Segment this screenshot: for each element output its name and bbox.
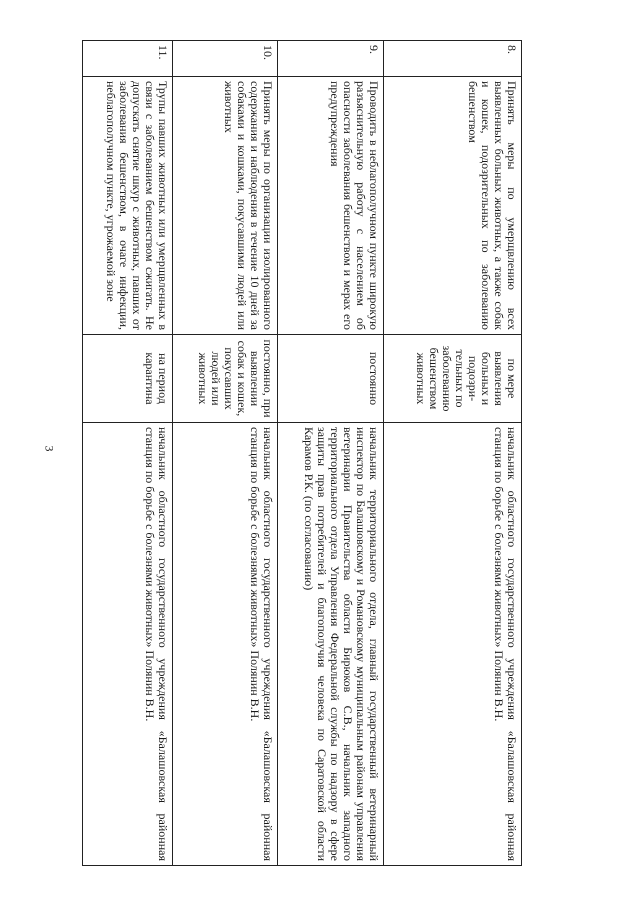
- table-row: [278, 41, 384, 866]
- rotated-page-content: [82, 40, 522, 865]
- row-number: 9.: [278, 41, 384, 77]
- row-number: 11.: [83, 41, 173, 77]
- table-row: [83, 41, 173, 866]
- measures-table: [82, 40, 522, 866]
- page-number: 3: [42, 445, 57, 452]
- row-action: Трупы павших животных или умерщвленных в связи с заболеванием бешенством сжигать. Не допускать снятие шкур с животных, павших от заболевания бешенством, в очаге инфекции, неблагополучном пункте, угрожаемой зоне: [83, 77, 173, 335]
- row-responsible: начальник областного государственного учреждения «Балашовская районная станция по борьбе с болезнями животных» Полянин В.Н.: [83, 423, 173, 866]
- row-action: Принять меры по умерщвлению всех выявленных больных животных, а также собак и кошек, подозрительных по заболеванию бешенством: [383, 77, 521, 335]
- row-term: по мере выявления больных и подозри-тельных по заболеванию бешенством животных: [383, 335, 521, 423]
- row-action: Проводить в неблагополучном пункте широкую разъяснительную работу с населением об опасности заболевания бешенством и мерах его предупреждения: [278, 77, 384, 335]
- row-responsible: начальник областного государственного учреждения «Балашовская районная станция по борьбе с болезнями животных» Полянин В.Н.: [383, 423, 521, 866]
- table-row: [172, 41, 278, 866]
- row-term: постоянно, при выявлении собак и кошек, покусавших людей или животных: [172, 335, 278, 423]
- row-term: на период карантина: [83, 335, 173, 423]
- row-term: постоянно: [278, 335, 384, 423]
- table-row: [383, 41, 521, 866]
- row-number: 10.: [172, 41, 278, 77]
- row-responsible: начальник территориального отдела, главный государственный ветеринарный инспектор по Балашовскому и Романовскому муниципальным районам управления ветеринарии Правительства области Бирюков С.В., начальник западного территориального отдела Управления Федеральной службы по надзору в сфере защиты прав потребителей и благополучия человека по Саратовской области Карамов Р.К. (по согласованию): [278, 423, 384, 866]
- row-responsible: начальник областного государственного учреждения «Балашовская районная станция по борьбе с болезнями животных» Полянин В.Н.: [172, 423, 278, 866]
- row-number: 8.: [383, 41, 521, 77]
- row-action: Принять меры по организации изолированного содержания и наблюдения в течение 10 дней за собаками и кошками, покусавшими людей или животных: [172, 77, 278, 335]
